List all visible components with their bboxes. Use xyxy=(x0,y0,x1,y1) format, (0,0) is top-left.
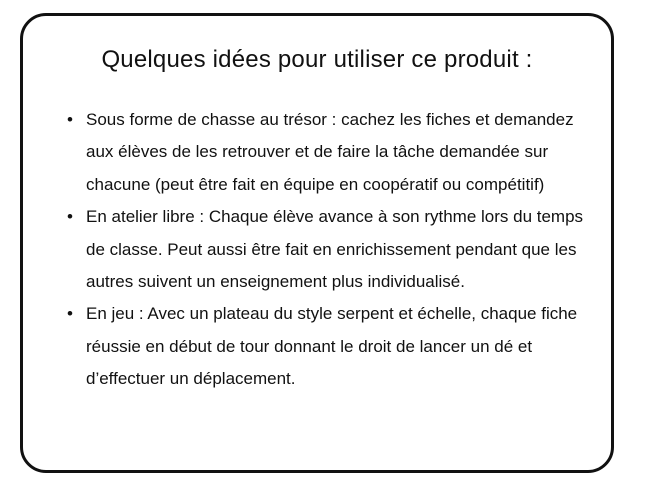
ideas-card xyxy=(20,13,614,473)
bullet-icon: • xyxy=(67,207,73,227)
list-item xyxy=(67,104,587,201)
bullet-icon: • xyxy=(67,304,73,324)
list-item-text: Sous forme de chasse au trésor : cachez les fiches et demandez aux élèves de les retrouver et de faire la tâche demandée sur chacune (peut être fait en équipe en coopératif ou compétitif) xyxy=(86,110,574,194)
bullet-icon: • xyxy=(67,110,73,129)
list-item xyxy=(67,298,587,395)
list-item-text: En atelier libre : Chaque élève avance à son rythme lors du temps de classe. Peut aussi être fait en enrichissement pendant que les autres suivent un enseignement plus individualisé. xyxy=(86,207,584,292)
card-title: Quelques idées pour utiliser ce produit : xyxy=(101,46,533,73)
list-item xyxy=(67,201,587,298)
list-item-text: En jeu : Avec un plateau du style serpent et échelle, chaque fiche réussie en début de tour donnant le droit de lancer un dé et d’effectuer un déplacement. xyxy=(86,304,578,389)
ideas-list xyxy=(67,104,587,396)
